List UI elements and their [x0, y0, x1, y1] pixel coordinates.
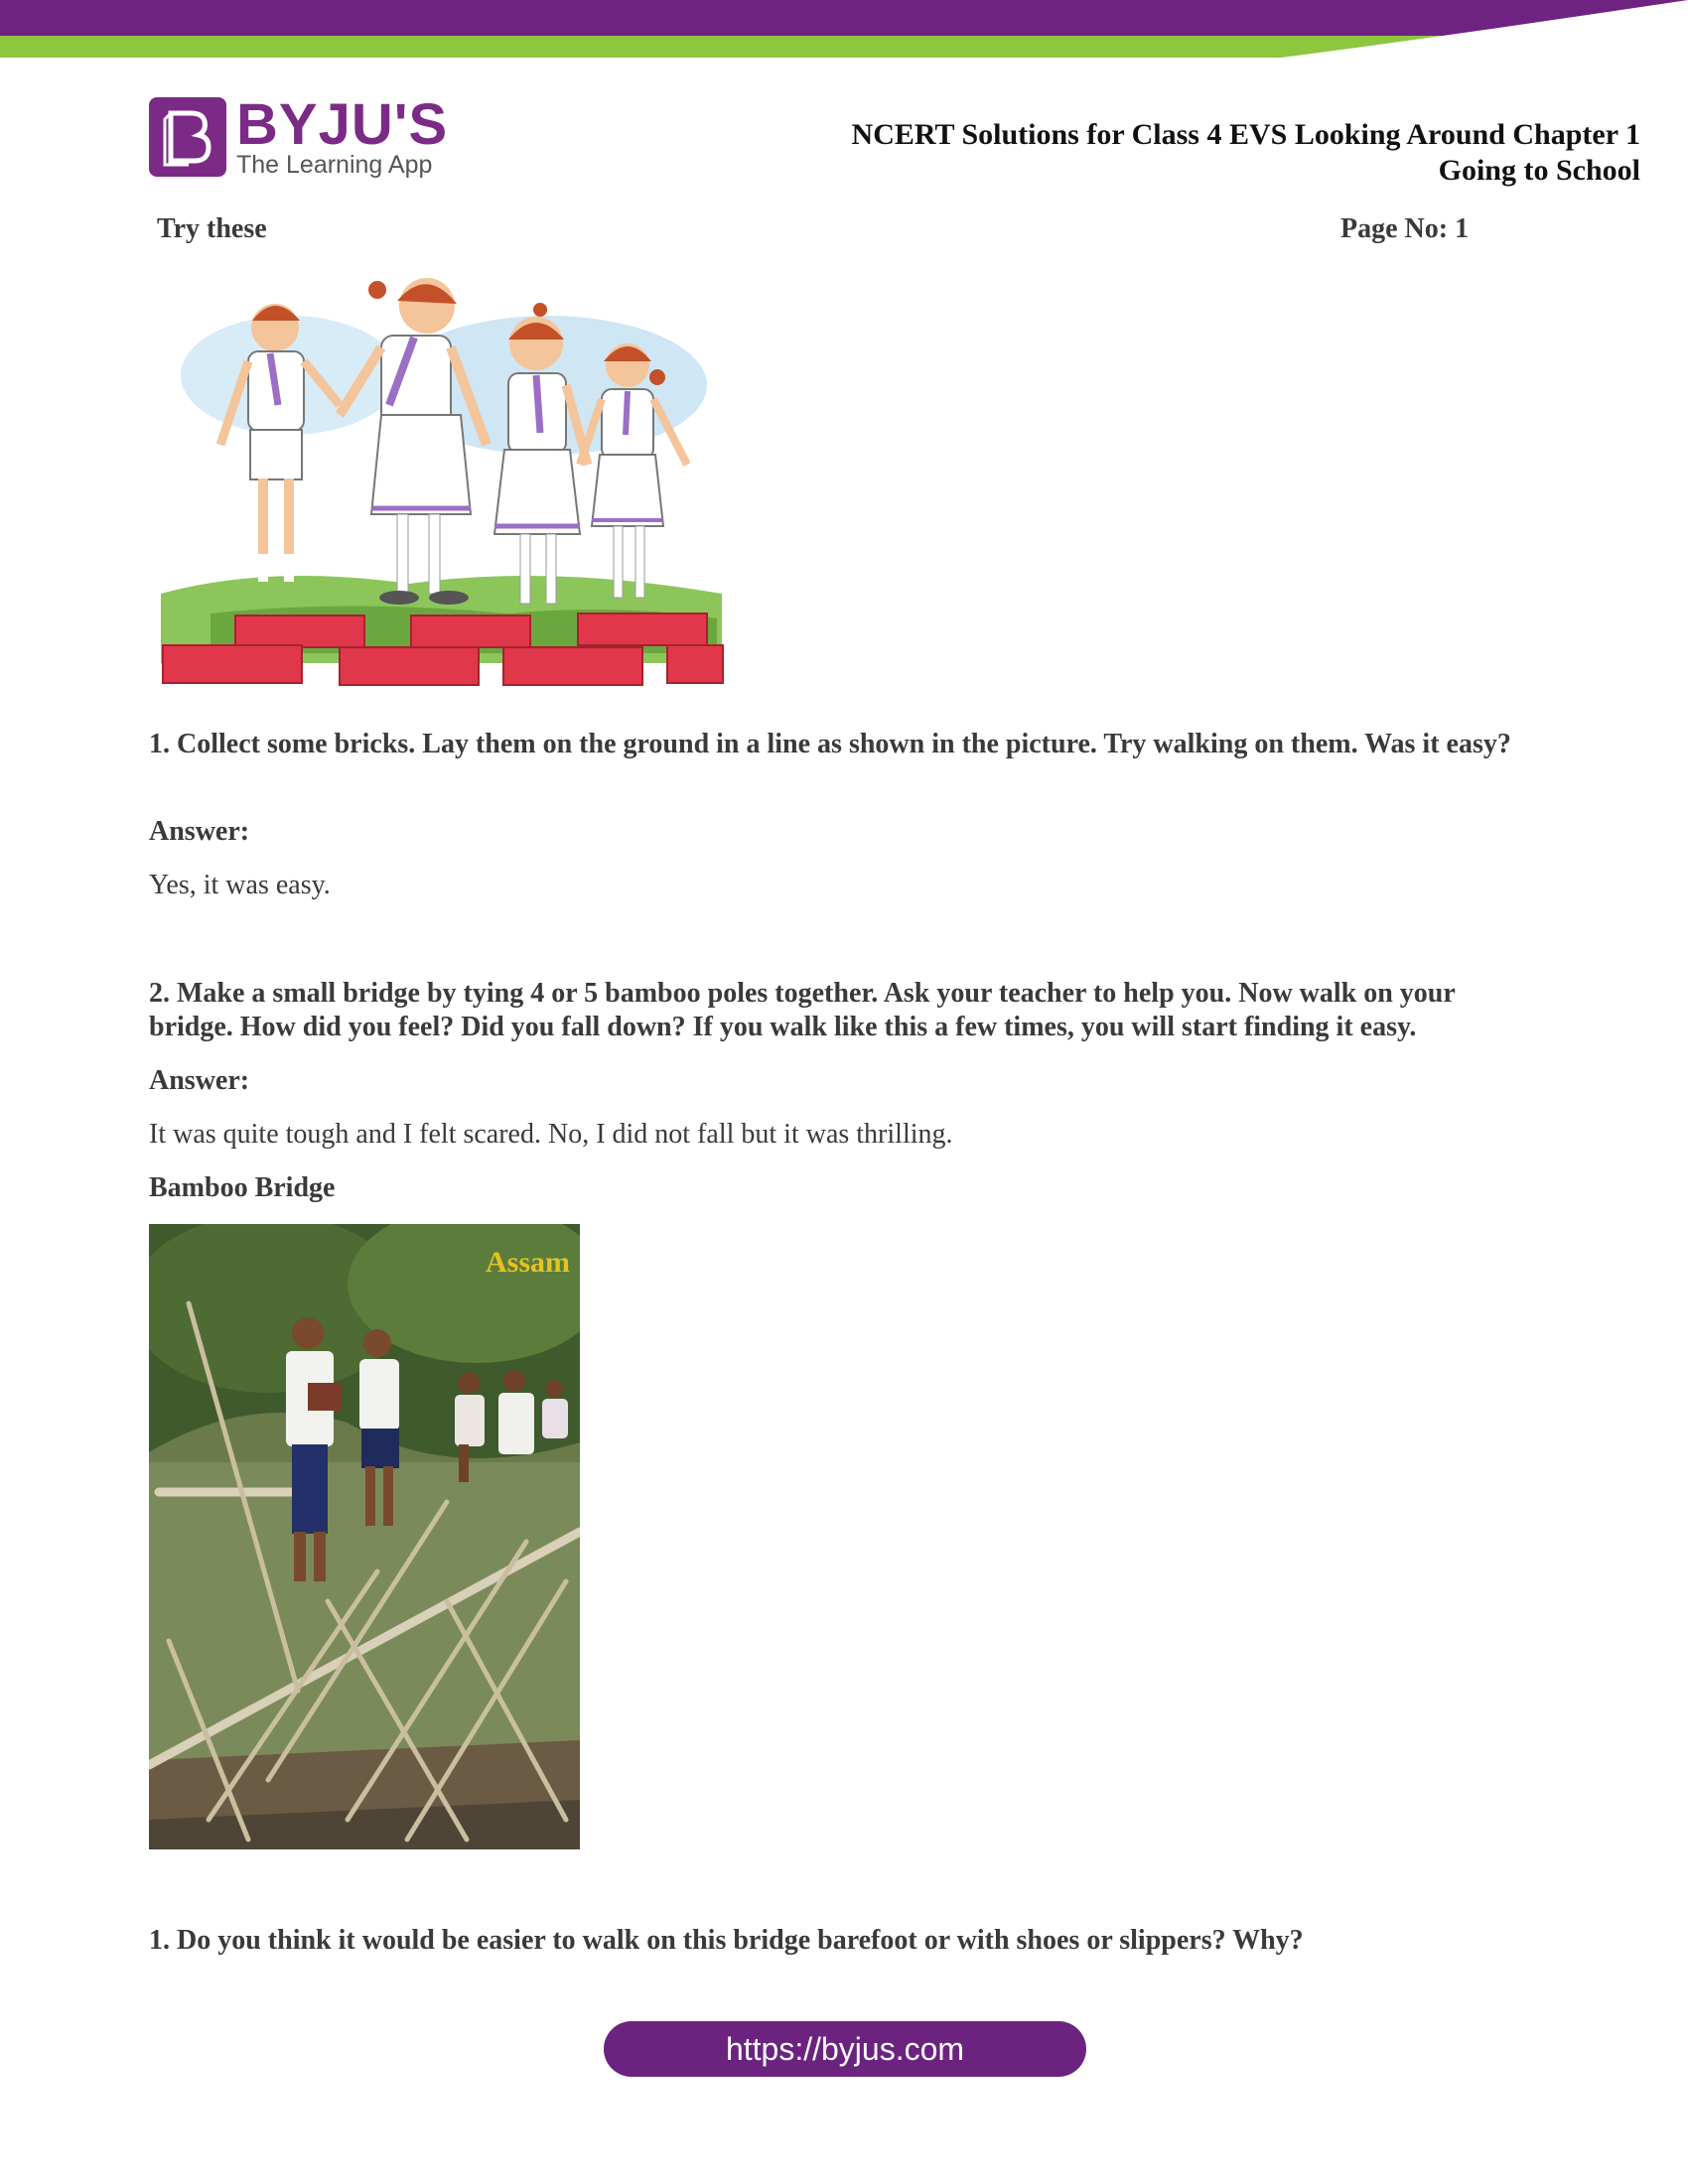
answer-label-2: Answer:	[149, 1065, 250, 1096]
question-3: 1. Do you think it would be easier to walk on this bridge barefoot or with shoes or slippers? Why?	[149, 1925, 1304, 1956]
page-number: Page No: 1	[1340, 213, 1470, 244]
answer-2: It was quite tough and I felt scared. No, I did not fall but it was thrilling.	[149, 1119, 953, 1150]
bamboo-bridge-photo	[149, 1224, 580, 1849]
question-2: 2. Make a small bridge by tying 4 or 5 bamboo poles together. Ask your teacher to help you. Now walk on your bridge. How did you feel? Did you fall down? If you walk like this a few times, you will start finding it easy.	[149, 978, 1456, 1042]
bamboo-bridge-heading: Bamboo Bridge	[149, 1172, 336, 1203]
section-label: Try these	[157, 213, 267, 244]
logo-mark	[149, 97, 226, 177]
footer-url-link[interactable]: https://byjus.com	[604, 2021, 1086, 2077]
title-line-2: Going to School	[1438, 154, 1640, 187]
byjus-logo	[149, 92, 449, 179]
children-on-bricks-illustration	[151, 266, 727, 695]
logo-wordmark: BYJU'S	[236, 92, 449, 157]
answer-label-1: Answer:	[149, 816, 250, 847]
top-banner	[0, 0, 1688, 69]
question-1: 1. Collect some bricks. Lay them on the ground in a line as shown in the picture. Try walking on them. Was it easy?	[149, 729, 1511, 759]
logo-tagline: The Learning App	[236, 151, 433, 179]
document-title	[852, 117, 1640, 189]
photo-caption: Assam	[485, 1246, 570, 1279]
title-line-1: NCERT Solutions for Class 4 EVS Looking Around Chapter 1	[851, 118, 1640, 151]
answer-1: Yes, it was easy.	[149, 870, 331, 900]
